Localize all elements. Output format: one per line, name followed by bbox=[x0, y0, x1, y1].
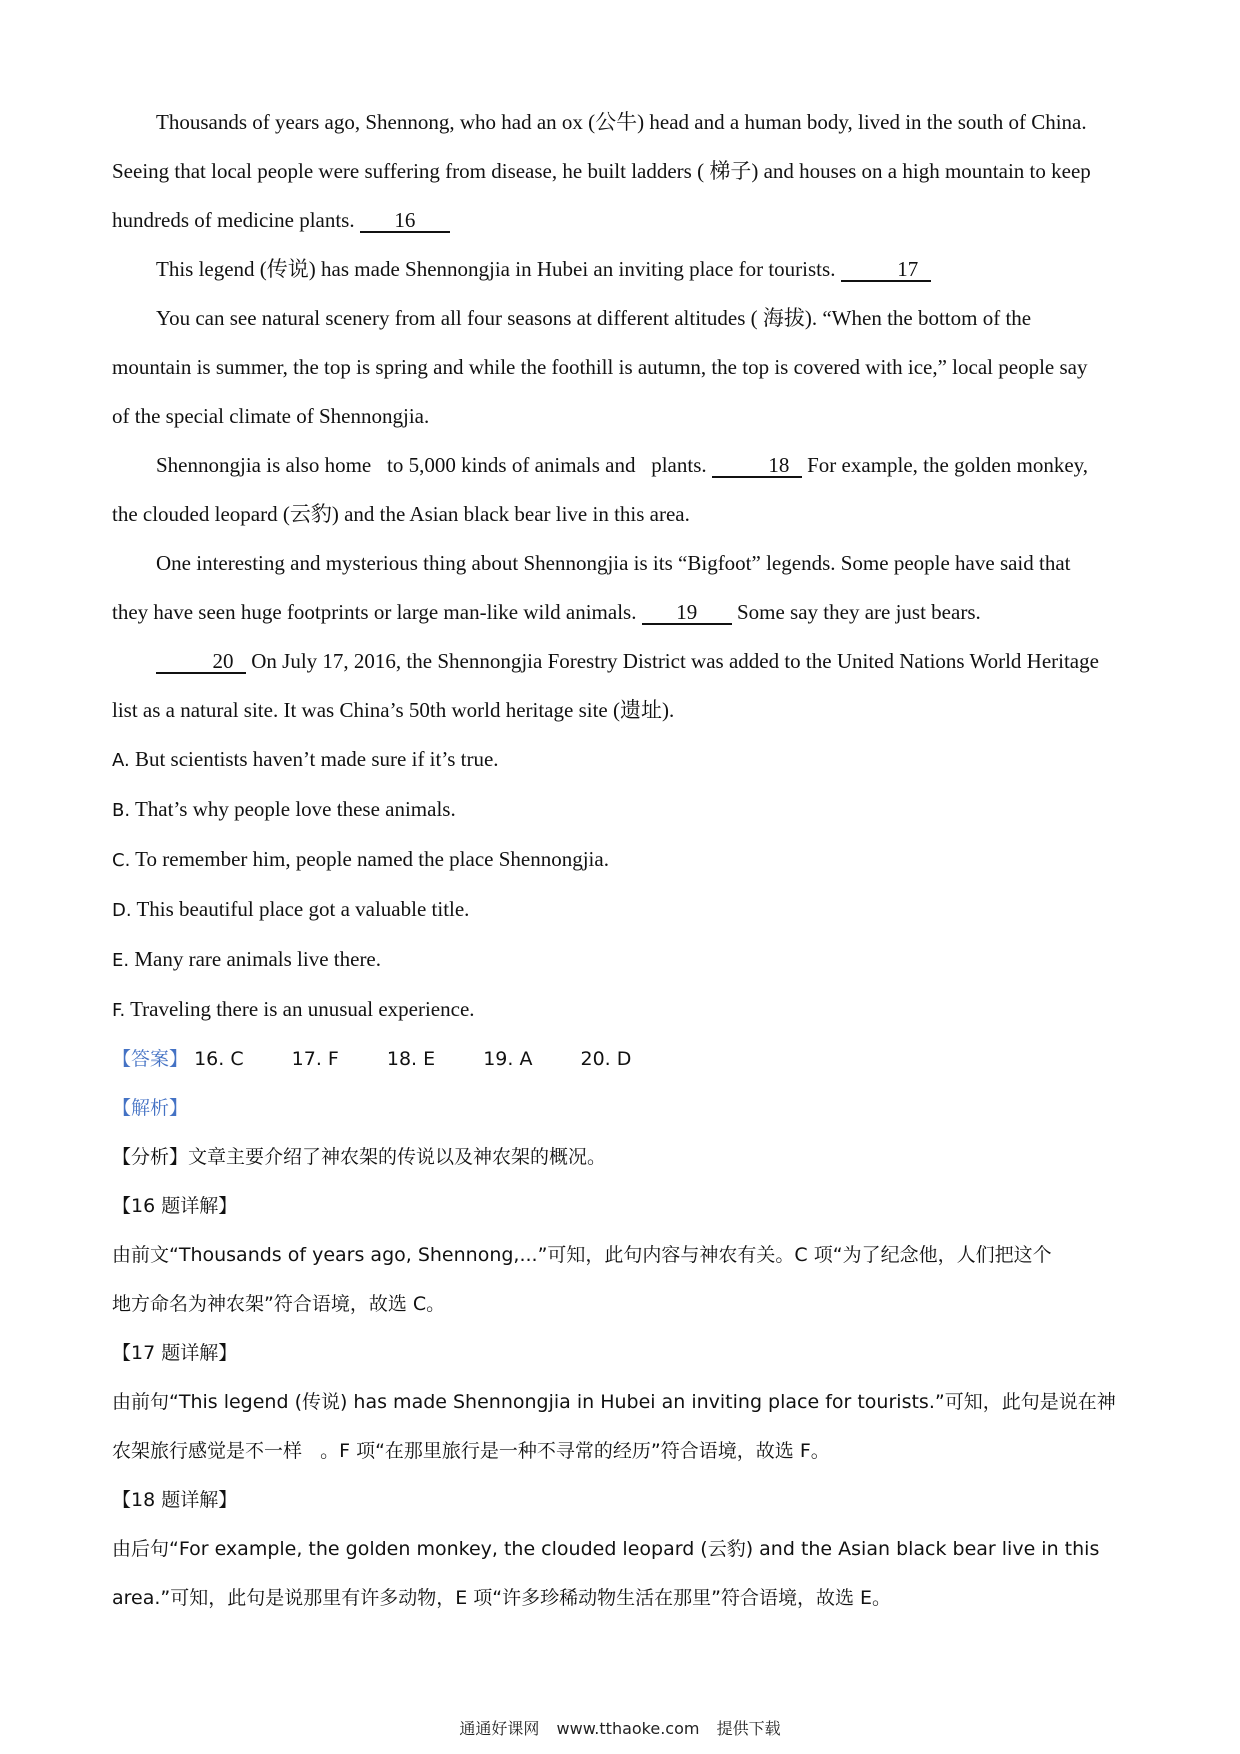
passage-line bbox=[112, 196, 1130, 245]
option-text: But scientists haven’t made sure if it’s true. bbox=[134, 747, 499, 771]
q17-explanation-line: 农架旅行感觉是不一样 。F 项“在那里旅行是一种不寻常的经历”符合语境，故选 F。 bbox=[112, 1440, 830, 1462]
option-text: That’s why people love these animals. bbox=[134, 797, 456, 821]
option-text: Traveling there is an unusual experience. bbox=[130, 997, 475, 1021]
option-d bbox=[112, 885, 1130, 935]
option-f bbox=[112, 985, 1130, 1035]
passage-line bbox=[112, 588, 1130, 637]
page-footer bbox=[0, 1716, 1240, 1739]
option-text: This beautiful place got a valuable title. bbox=[136, 897, 470, 921]
option-c bbox=[112, 835, 1130, 885]
answer-item: 18. E bbox=[386, 1048, 436, 1070]
option-letter: F. bbox=[112, 1000, 126, 1021]
passage-text: On July 17, 2016, the Shennongjia Forestry District was added to the United Nations World Heritage bbox=[251, 649, 1099, 673]
option-b bbox=[112, 785, 1130, 835]
passage-line bbox=[112, 441, 1130, 490]
passage-line: Seeing that local people were suffering from disease, he built ladders ( 梯子) and houses on a high mountain to keep bbox=[112, 159, 1091, 183]
option-letter: C. bbox=[112, 850, 131, 871]
passage-line: list as a natural site. It was China’s 50th world heritage site (遗址). bbox=[112, 698, 675, 722]
passage-text: For example, the golden monkey, bbox=[807, 453, 1089, 477]
q18-explanation-line: 由后句“For example, the golden monkey, the clouded leopard (云豹) and the Asian black bear live in this bbox=[112, 1538, 1100, 1560]
option-a bbox=[112, 735, 1130, 785]
option-text: Many rare animals live there. bbox=[134, 947, 382, 971]
option-e bbox=[112, 935, 1130, 985]
passage-text: hundreds of medicine plants. bbox=[112, 208, 355, 232]
answer-item: 19. A bbox=[483, 1048, 533, 1070]
option-letter: A. bbox=[112, 750, 130, 771]
option-letter: E. bbox=[112, 950, 130, 971]
options-list bbox=[112, 735, 1130, 1035]
passage-line: of the special climate of Shennongjia. bbox=[112, 404, 430, 428]
q16-explanation-line: 由前文“Thousands of years ago, Shennong,...”可知，此句内容与神农有关。C 项“为了纪念他，人们把这个 bbox=[112, 1244, 1052, 1266]
passage-line bbox=[112, 637, 1130, 686]
footer-url[interactable]: www.tthaoke.com bbox=[556, 1719, 700, 1738]
footer-site-name: 通通好课网 bbox=[459, 1719, 540, 1738]
analysis-summary: 【分析】文章主要介绍了神农架的传说以及神农架的概况。 bbox=[112, 1146, 607, 1168]
passage-text: Some say they are just bears. bbox=[736, 600, 981, 624]
q18-title: 【18 题详解】 bbox=[112, 1489, 238, 1511]
option-letter: D. bbox=[112, 900, 132, 921]
passage-line: the clouded leopard (云豹) and the Asian black bear live in this area. bbox=[112, 502, 690, 526]
passage-line: mountain is summer, the top is spring and while the foothill is autumn, the top is covered with ice,” local people say bbox=[112, 355, 1088, 379]
passage-line: You can see natural scenery from all four seasons at different altitudes ( 海拔). “When the bottom of the bbox=[156, 306, 1032, 330]
answer-item: 16. C bbox=[194, 1048, 244, 1070]
option-text: To remember him, people named the place Shennongjia. bbox=[135, 847, 609, 871]
blank-19: 19 bbox=[642, 601, 732, 625]
passage-line bbox=[112, 245, 1130, 294]
q16-explanation-line: 地方命名为神农架”符合语境，故选 C。 bbox=[112, 1293, 446, 1315]
blank-20: 20 bbox=[156, 650, 246, 674]
answer-tag: 【答案】 bbox=[112, 1048, 189, 1070]
passage-line: One interesting and mysterious thing about Shennongjia is its “Bigfoot” legends. Some people have said that bbox=[156, 551, 1071, 575]
passage-line: Thousands of years ago, Shennong, who had an ox (公牛) head and a human body, lived in the south of China. bbox=[156, 110, 1087, 134]
analysis-tag: 【解析】 bbox=[112, 1097, 189, 1119]
blank-18: 18 bbox=[712, 454, 802, 478]
q18-explanation-line: area.”可知，此句是说那里有许多动物，E 项“许多珍稀动物生活在那里”符合语境，故选 E。 bbox=[112, 1587, 892, 1609]
q17-title: 【17 题详解】 bbox=[112, 1342, 238, 1364]
blank-16: 16 bbox=[360, 209, 450, 233]
q17-explanation-line: 由前句“This legend (传说) has made Shennongjia in Hubei an inviting place for tourists.”可知，此句是说在神 bbox=[112, 1391, 1116, 1413]
q16-title: 【16 题详解】 bbox=[112, 1195, 238, 1217]
document-page bbox=[112, 98, 1130, 1623]
blank-17: 17 bbox=[841, 258, 931, 282]
passage-text: Shennongjia is also home to 5,000 kinds of animals and plants. bbox=[156, 453, 707, 477]
answer-line bbox=[112, 1035, 1130, 1084]
option-letter: B. bbox=[112, 800, 131, 821]
passage-text: This legend (传说) has made Shennongjia in Hubei an inviting place for tourists. bbox=[156, 257, 836, 281]
footer-suffix: 提供下载 bbox=[716, 1719, 781, 1738]
answer-item: 20. D bbox=[580, 1048, 632, 1070]
passage-text: they have seen huge footprints or large man-like wild animals. bbox=[112, 600, 637, 624]
answer-item: 17. F bbox=[291, 1048, 339, 1070]
